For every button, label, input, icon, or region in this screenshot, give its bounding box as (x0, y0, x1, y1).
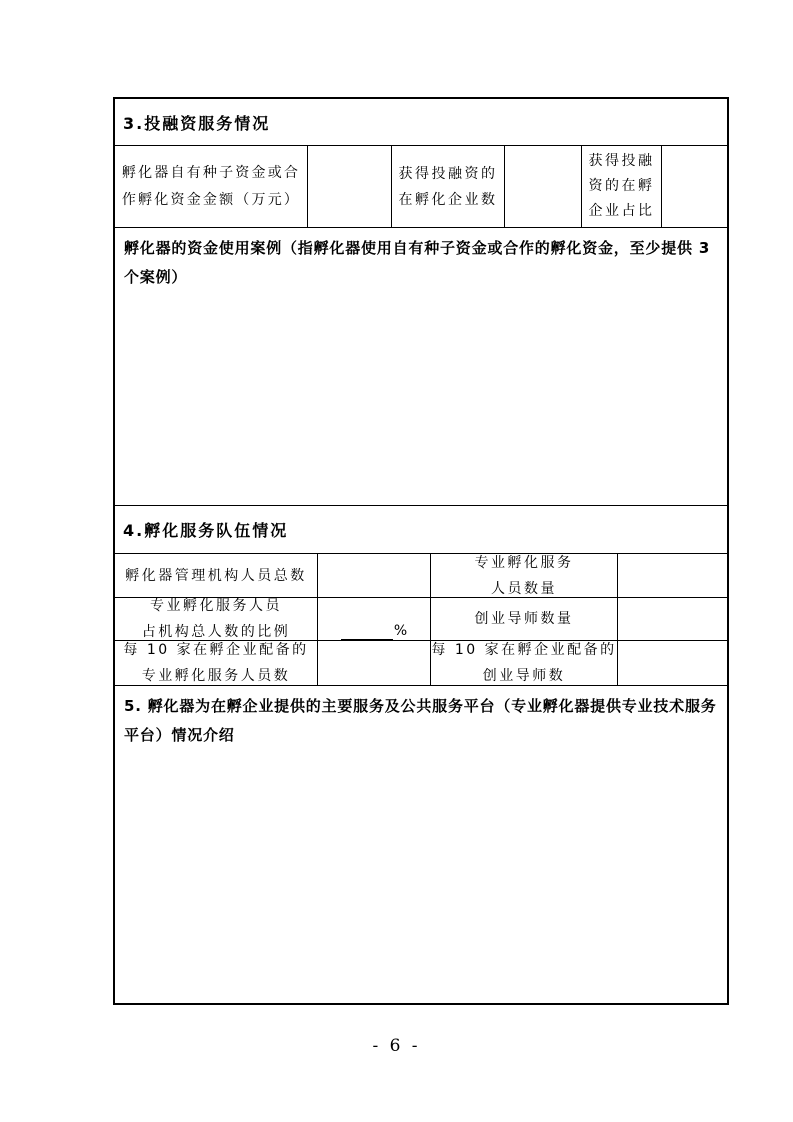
staff-ratio-value-cell[interactable] (318, 598, 431, 640)
section5-row (115, 686, 727, 997)
percent-sign: % (393, 623, 408, 639)
mentor-per-ten-label-line1: 每 10 家在孵企业配备的 (431, 642, 617, 658)
fund-usage-case-prompt (124, 234, 710, 292)
funded-ratio-label-line3: 企业占比 (588, 203, 655, 219)
mentor-per-ten-label (431, 641, 618, 685)
page-number: - 6 - (372, 1036, 421, 1056)
staff-ratio-label (115, 598, 318, 640)
fund-usage-case-prompt-line1: 孵化器的资金使用案例（指孵化器使用自有种子资金或合作的孵化资金，至少提供 3 (124, 239, 711, 257)
professional-staff-count-value-cell[interactable] (618, 554, 727, 597)
services-intro-cell (115, 686, 727, 997)
funded-companies-ratio-value-cell[interactable] (662, 146, 727, 227)
staff-ratio-label-line2: 占机构总人数的比例 (141, 624, 291, 640)
services-intro-prompt-line1: 5. 孵化器为在孵企业提供的主要服务及公共服务平台（专业孵化器提供专业技术服务 (124, 697, 717, 715)
mentor-count-value-cell[interactable] (618, 598, 727, 640)
staff-ratio-label-line1: 专业孵化服务人员 (150, 598, 282, 614)
mentor-count-label-line1: 创业导师数量 (474, 611, 574, 627)
staff-total-label-line1: 孵化器管理机构人员总数 (125, 567, 307, 584)
funded-ratio-label-line2: 资的在孵 (588, 178, 655, 194)
fund-usage-case-entry-area[interactable] (124, 292, 718, 499)
seed-fund-label (115, 146, 308, 227)
incubator-form-table (113, 97, 729, 1005)
funded-companies-count-label (392, 146, 505, 227)
section4-row-staff-total (115, 554, 727, 598)
staff-per-ten-value-cell[interactable] (318, 641, 431, 685)
funded-companies-ratio-label (582, 146, 662, 227)
staff-per-ten-label (115, 641, 318, 685)
professional-staff-count-label (431, 554, 618, 597)
staff-ratio-blank-line[interactable] (341, 624, 393, 640)
mentor-per-ten-label-line2: 创业导师数 (482, 668, 566, 684)
section4-title: 4.孵化服务队伍情况 (123, 521, 289, 540)
staff-per-ten-label-line2: 专业孵化服务人员数 (141, 668, 291, 684)
fund-usage-case-cell (115, 228, 727, 505)
services-intro-prompt-line2: 平台）情况介绍 (124, 726, 235, 744)
section4-header-row (115, 506, 727, 554)
section4-row-per-ten (115, 641, 727, 686)
mentor-per-ten-value-cell[interactable] (618, 641, 727, 685)
seed-fund-label-line1: 孵化器自有种子资金或合 (121, 164, 301, 181)
staff-per-ten-label-line1: 每 10 家在孵企业配备的 (123, 642, 309, 658)
funded-count-label-line1: 获得投融资的 (398, 165, 498, 182)
seed-fund-label-line2: 作孵化资金金额（万元） (121, 191, 301, 208)
mentor-count-label (431, 598, 618, 640)
section3-funding-row (115, 146, 727, 228)
fund-usage-case-prompt-line2: 个案例） (124, 268, 188, 286)
section3-title: 3.投融资服务情况 (123, 113, 271, 133)
staff-total-value-cell[interactable] (318, 554, 431, 597)
professional-staff-count-label-line1: 专业孵化服务 (474, 554, 574, 571)
funded-ratio-label-line1: 获得投融 (588, 153, 655, 169)
professional-staff-count-label-line2: 人员数量 (491, 580, 557, 597)
section3-header-row (115, 99, 727, 146)
services-intro-prompt (124, 692, 717, 750)
section3-case-row (115, 228, 727, 506)
staff-total-label (115, 554, 318, 597)
seed-fund-amount-value-cell[interactable] (308, 146, 392, 227)
services-intro-entry-area[interactable] (124, 750, 718, 991)
section4-row-staff-ratio (115, 598, 727, 641)
funded-companies-count-value-cell[interactable] (505, 146, 582, 227)
funded-count-label-line2: 在孵化企业数 (398, 191, 498, 208)
